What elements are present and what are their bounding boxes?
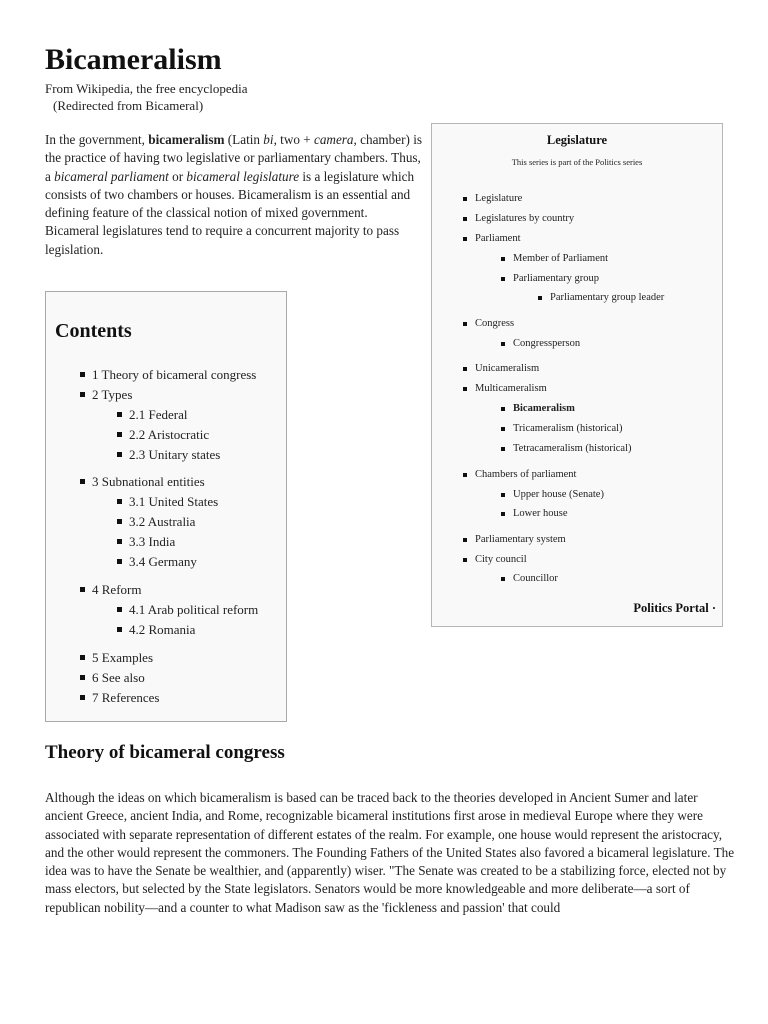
section-paragraph: Although the ideas on which bicameralism is based can be traced back to the theories developed in Ancient Sumer and later ancient Greece, ancient India, and Rome, recognizable bicameral institutions first arose in medieval Europe where they were associated with separate representation of different estates of the realm. For example, one house would represent the aristocracy, and the other would represent the commoners. The Founding Fathers of the United States also favored a bicameral legislature. The idea was to have the Senate be wealthier, and (apparently) wiser. "The Senate was created to be a stabilizing force, elected not by mass electors, but selected by the State legislators. Senators would be more knowledgeable and more deliberate—a sort of republican nobility—and a counter to what Madison saw as the 'fickleness and passion' that could	[45, 790, 735, 915]
toc-item[interactable]: 5 Examples	[92, 650, 154, 665]
toc-item[interactable]: 4.2 Romania	[129, 622, 196, 637]
intro-term-bicameralism: bicameralism	[148, 132, 225, 147]
navbox-item[interactable]: Tricameralism (historical)	[513, 423, 623, 434]
toc-item[interactable]: 2.3 Unitary states	[129, 447, 221, 462]
page-title: Bicameralism	[45, 43, 222, 76]
navbox-item[interactable]: Member of Parliament	[513, 253, 609, 264]
toc-item[interactable]: 2 Types	[92, 387, 133, 402]
politics-portal-link[interactable]: Politics Portal ·	[633, 601, 716, 615]
navbox-item[interactable]: Legislature	[475, 193, 523, 204]
toc-item[interactable]: 3.3 India	[129, 534, 176, 549]
toc-item[interactable]: 3.2 Australia	[129, 514, 196, 529]
toc-item[interactable]: 3.1 United States	[129, 494, 219, 509]
navbox-item-current: Bicameralism	[513, 403, 575, 414]
navbox-item[interactable]: Upper house (Senate)	[513, 489, 604, 500]
navbox-item[interactable]: Parliamentary group	[513, 273, 600, 284]
toc-item[interactable]: 1 Theory of bicameral congress	[92, 367, 257, 382]
intro-text: is a legislature which consists of two chambers or houses. Bicameralism is an essential and defining feature of the classical notion of mixed government. Bicameral legislatures tend to require a concurrent majority to pass legislation.	[45, 168, 415, 257]
intro-term-bicameral-parliament: bicameral parliament	[54, 168, 169, 184]
site-tagline: From Wikipedia, the free encyclopedia	[45, 81, 248, 96]
toc-item[interactable]: 4.1 Arab political reform	[129, 602, 259, 617]
table-of-contents	[45, 291, 287, 722]
navbox-item[interactable]: Councillor	[513, 573, 558, 584]
toc-title: Contents	[55, 320, 132, 342]
intro-text: , chamber) is the practice of having two legislative or parliamentary chambers. Thus, a	[45, 132, 423, 184]
navbox-item[interactable]: Lower house	[513, 508, 568, 519]
navbox-item[interactable]: City council	[475, 554, 527, 565]
navbox-item[interactable]: Unicameralism	[475, 363, 540, 374]
legislature-navbox	[431, 123, 723, 627]
navbox-item[interactable]: Parliamentary system	[475, 534, 566, 545]
section-heading-theory: Theory of bicameral congress	[45, 742, 285, 763]
intro-paragraph	[45, 131, 425, 259]
toc-item[interactable]: 3.4 Germany	[129, 554, 197, 569]
navbox-item[interactable]: Congressperson	[513, 338, 581, 349]
toc-item[interactable]: 6 See also	[92, 670, 145, 685]
toc-item[interactable]: 3 Subnational entities	[92, 474, 205, 489]
navbox-title: Legislature	[546, 133, 608, 147]
navbox-item[interactable]: Multicameralism	[475, 383, 547, 394]
intro-latin-bi: bi	[263, 132, 274, 147]
toc-item[interactable]: 2.1 Federal	[129, 407, 188, 422]
intro-text: In the government,	[45, 132, 149, 147]
navbox-item[interactable]: Congress	[475, 318, 515, 329]
navbox-item[interactable]: Legislatures by country	[475, 213, 575, 224]
navbox-item[interactable]: Tetracameralism (historical)	[513, 443, 632, 454]
toc-item[interactable]: 7 References	[92, 690, 160, 705]
toc-item[interactable]: 4 Reform	[92, 582, 142, 597]
intro-latin-camera[interactable]: camera	[313, 132, 354, 147]
intro-text: , two +	[273, 132, 314, 147]
navbox-item[interactable]: Chambers of parliament	[475, 469, 577, 480]
intro-term-bicameral-legislature: bicameral legislature	[186, 168, 300, 184]
intro-text: or	[168, 168, 187, 184]
intro-text: (Latin	[224, 132, 264, 147]
redirect-notice: (Redirected from Bicameral)	[53, 98, 204, 113]
toc-item[interactable]: 2.2 Aristocratic	[129, 427, 210, 442]
navbox-subtitle: This series is part of the Politics series	[511, 157, 643, 167]
navbox-item[interactable]: Parliamentary group leader	[550, 292, 665, 303]
navbox-item[interactable]: Parliament	[475, 233, 521, 244]
